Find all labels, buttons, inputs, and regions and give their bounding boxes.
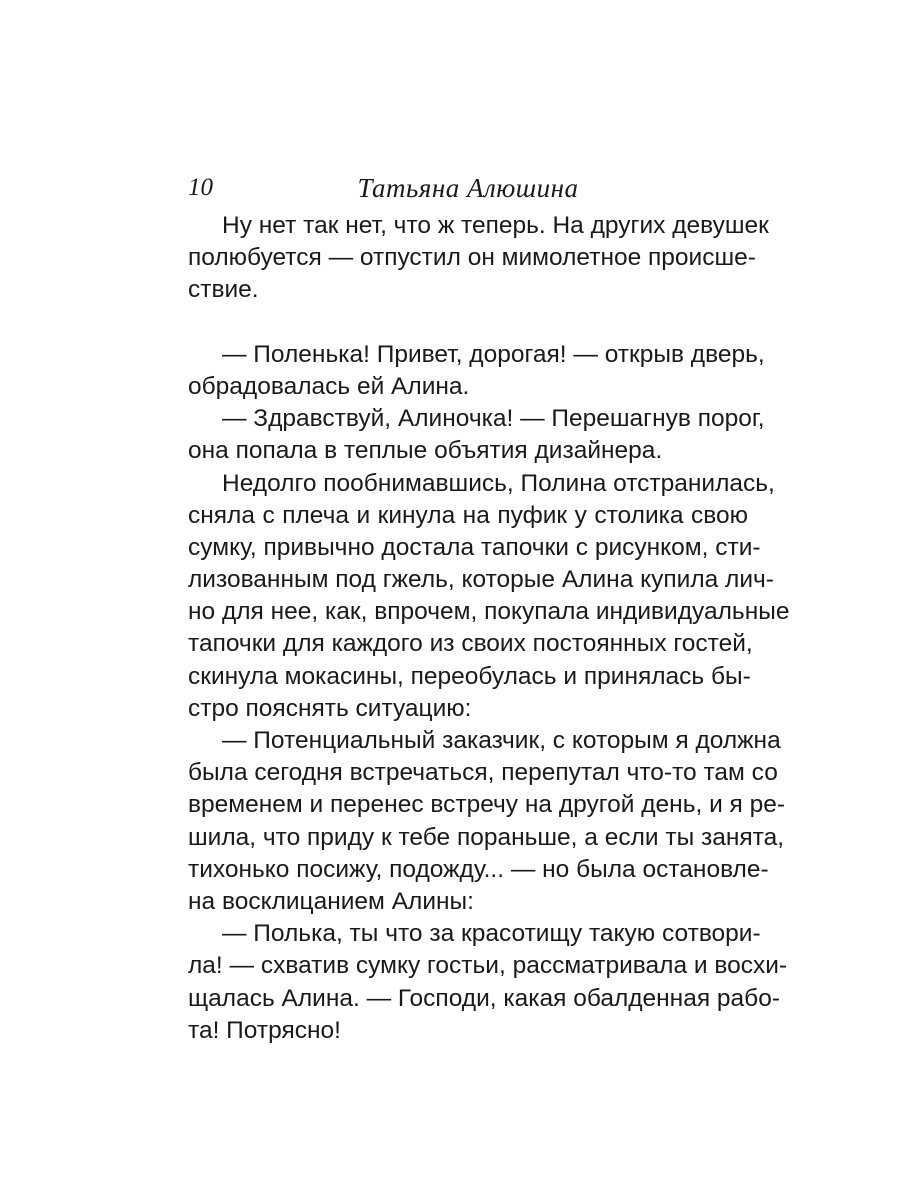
text-line: — Поленька! Привет, дорогая! — открыв дверь, (222, 340, 765, 368)
text-line: сумку, привычно достала тапочки с рисунком, сти- (188, 533, 761, 561)
paragraph (188, 339, 765, 403)
text-line: была сегодня встречаться, перепутал что-то там со (188, 759, 778, 787)
text-line: полюбуется — отпустил он мимолетное происше- (188, 244, 756, 272)
text-line: Недолго пообнимавшись, Полина отстранилась, (222, 469, 775, 497)
text-line: обрадовалась ей Алина. (188, 372, 470, 400)
text-line: лизованным под гжель, которые Алина купила лич- (188, 566, 774, 594)
text-line: — Потенциальный заказчик, с которым я должна (222, 727, 781, 754)
text-line: тапочки для каждого из своих постоянных гостей, (188, 630, 753, 658)
text-line: тихонько посижу, подожду... — но была остановле- (188, 855, 769, 883)
paragraph (188, 403, 765, 467)
text-line: Ну нет так нет, что ж теперь. На других девушек (222, 212, 769, 239)
author-name: Татьяна Алюшина (357, 173, 579, 203)
text-line: скинула мокасины, переобулась и принялась бы- (188, 662, 751, 690)
text-line: — Полька, ты что за красотищу такую сотвори- (222, 920, 761, 948)
paragraph (188, 918, 788, 1047)
paragraph (188, 725, 786, 918)
paragraph (188, 468, 790, 726)
text-line: шила, что приду к тебе пораньше, а если ты занята, (188, 823, 785, 851)
page-number: 10 (188, 174, 213, 201)
text-line: временем и перенес встречу на другой день, и я ре- (188, 791, 786, 819)
text-line: стро пояснять ситуацию: (188, 694, 472, 722)
text-line: но для нее, как, впрочем, покупала индивидуальные (188, 598, 790, 626)
text-line: — Здравствуй, Алиночка! — Перешагнув порог, (222, 405, 765, 433)
section-break (188, 307, 748, 339)
text-line: ствие. (188, 276, 259, 304)
body-text (188, 210, 790, 1047)
text-line: та! Потрясно! (188, 1016, 341, 1044)
text-line: она попала в теплые объятия дизайнера. (188, 437, 663, 465)
running-header (188, 170, 748, 206)
text-line: щалась Алина. — Господи, какая обалденная рабо- (188, 984, 780, 1012)
paragraph (188, 210, 769, 307)
text-line: на восклицанием Алины: (188, 887, 474, 915)
text-line: ла! — схватив сумку гостьи, рассматривала и восхи- (188, 952, 788, 980)
text-line: сняла с плеча и кинула на пуфик у столика свою (188, 501, 748, 529)
